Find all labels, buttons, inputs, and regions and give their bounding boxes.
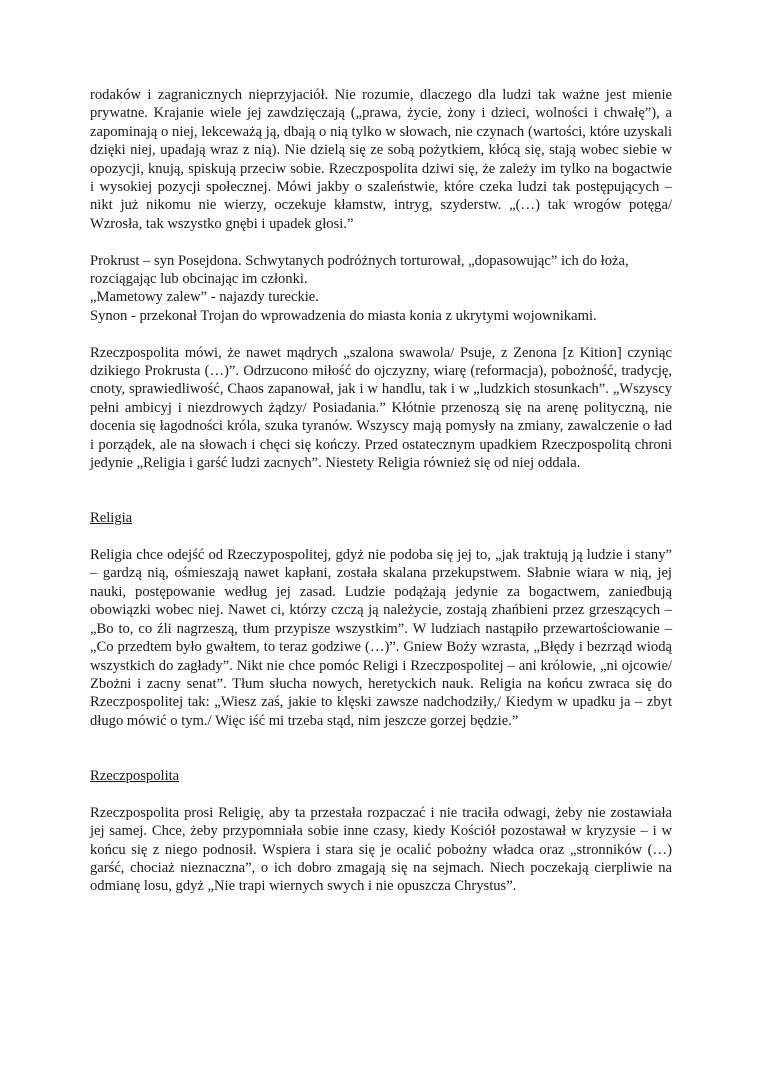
note-mametowy-zalew: „Mametowy zalew” - najazdy tureckie. bbox=[90, 289, 319, 306]
paragraph-gap bbox=[90, 325, 672, 343]
note-prokrust: Prokrust – syn Posejdona. Schwytanych podróżnych torturował, „dopasowując” ich do łoża, rozciągając lub obcinając im członki. bbox=[90, 252, 629, 288]
paragraph-gap bbox=[90, 473, 672, 491]
paragraph-gap bbox=[90, 233, 672, 251]
paragraph-rzeczpospolita-lament: rodaków i zagranicznych nieprzyjaciół. Nie rozumie, dlaczego dla ludzi tak ważne jest mienie prywatne. Krajanie wiele jej zawdzięczają („prawa, życie, żony i dzieci, wolności i chwałę”), a zapominają o niej, lekceważą ją, dbają o nią tylko w słowach, nie czynach (wartości, które uzyskali dzięki niej, upadają wraz z nią). Nie dzielą się ze sobą pożytkiem, kłócą się, stają wobec siebie w opozycji, knują, spiskują przeciw sobie. Rzeczpospolita dziwi się, że zależy im tylko na bogactwie i wysokiej pozycji społecznej. Mówi jakby o szaleństwie, które czeka ludzi tak postępujących – nikt już nikomu nie wierzy, oczekuje kłamstw, intryg, szyderstw. „(…) tak wrogów potęga/ Wzrosła, tak wszystko gnębi i upadek głosi.” bbox=[90, 87, 672, 232]
paragraph-rzeczpospolita-speech: Rzeczpospolita mówi, że nawet mądrych „szalona swawola/ Psuje, z Zenona [z Kition] czyniąc dzikiego Prokrusta (…)”. Odrzucono miłość do ojczyzny, wiarę (reformacja), pobożność, tradycję, cnoty, sprawiedliwość, Chaos zapanował, jak i w handlu, tak i w „ludzkich stosunkach”. „Wszyscy pełni ambicyj i niezdrowych żądzy/ Posiadania.” Kłótnie przenoszą się na arenę polityczną, nie docenia się łagodności króla, szuka tyranów. Wszyscy mają pomysły na zmiany, zawalczenie o ład i porządek, ale na słowach i chęci się kończy. Przed ostatecznym upadkiem Rzeczpospolitą chroni jedynie „Religia i garść ludzi zacnych”. Niestety Religia również się od niej oddala. bbox=[90, 344, 672, 472]
paragraph-gap bbox=[90, 528, 672, 546]
paragraph-gap bbox=[90, 749, 672, 767]
paragraph-gap bbox=[90, 491, 672, 509]
paragraph-gap bbox=[90, 730, 672, 748]
section-text-religia: Religia chce odejść od Rzeczypospolitej, gdyż nie podoba się jej to, „jak traktują ją ludzie i stany” – gardzą nią, ośmieszają nawet kapłani, została skalana przekupstwem. Słabnie wiara w nią, jej nauki, postępowanie według jej zasad. Ludzie podążają jedynie za bogactwem, zaniedbują obowiązki wobec niej. Nawet ci, którzy czczą ją należycie, zostają zhańbieni przez grzeszących – „Bo to, co źli nagrzeszą, tłum przypisze wszystkim”. W ludziach nastąpiło przewartościowanie – „Co przedtem było gwałtem, to teraz godziwe (…)”. Gniew Boży wzrasta, „Błędy i bezrząd wiodą wszystkich do zagłady”. Nikt nie chce pomóc Religi i Rzeczpospolitej – ani królowie, „ni ojcowie/ Zbożni i zacny senat”. Tłum słucha nowych, heretyckich nauk. Religia na końcu zwraca się do Rzeczpospolitej tak: „Wiesz zaś, jakie to klęski zawsze nadchodziły,/ Kiedym w upadku ja – zbyt długo mówić o tym./ Więc iść mi trzeba stąd, nim jeszcze gorzej będzie.” bbox=[90, 547, 672, 729]
section-heading-rzeczpospolita: Rzeczpospolita bbox=[90, 767, 180, 784]
note-synon: Synon - przekonał Trojan do wprowadzenia do miasta konia z ukrytymi wojownikami. bbox=[90, 307, 597, 324]
section-heading-religia: Religia bbox=[90, 510, 133, 527]
paragraph-gap bbox=[90, 785, 672, 803]
section-text-rzeczpospolita: Rzeczpospolita prosi Religię, aby ta przestała rozpaczać i nie traciła odwagi, żeby nie zostawiała jej samej. Chce, żeby przypomniała sobie inne czasy, kiedy Kościół pozostawał w kryzysie – i w końcu się z niego podnosił. Wspiera i stara się je ocalić pobożny władca oraz „stronników (…) garść, chociaż nieznaczna”, o ich dobro zmagają się na sejmach. Niech poczekają cierpliwie na odmianę losu, gdyż „Nie trapi wiernych swych i nie opuszcza Chrystus”. bbox=[90, 804, 672, 895]
